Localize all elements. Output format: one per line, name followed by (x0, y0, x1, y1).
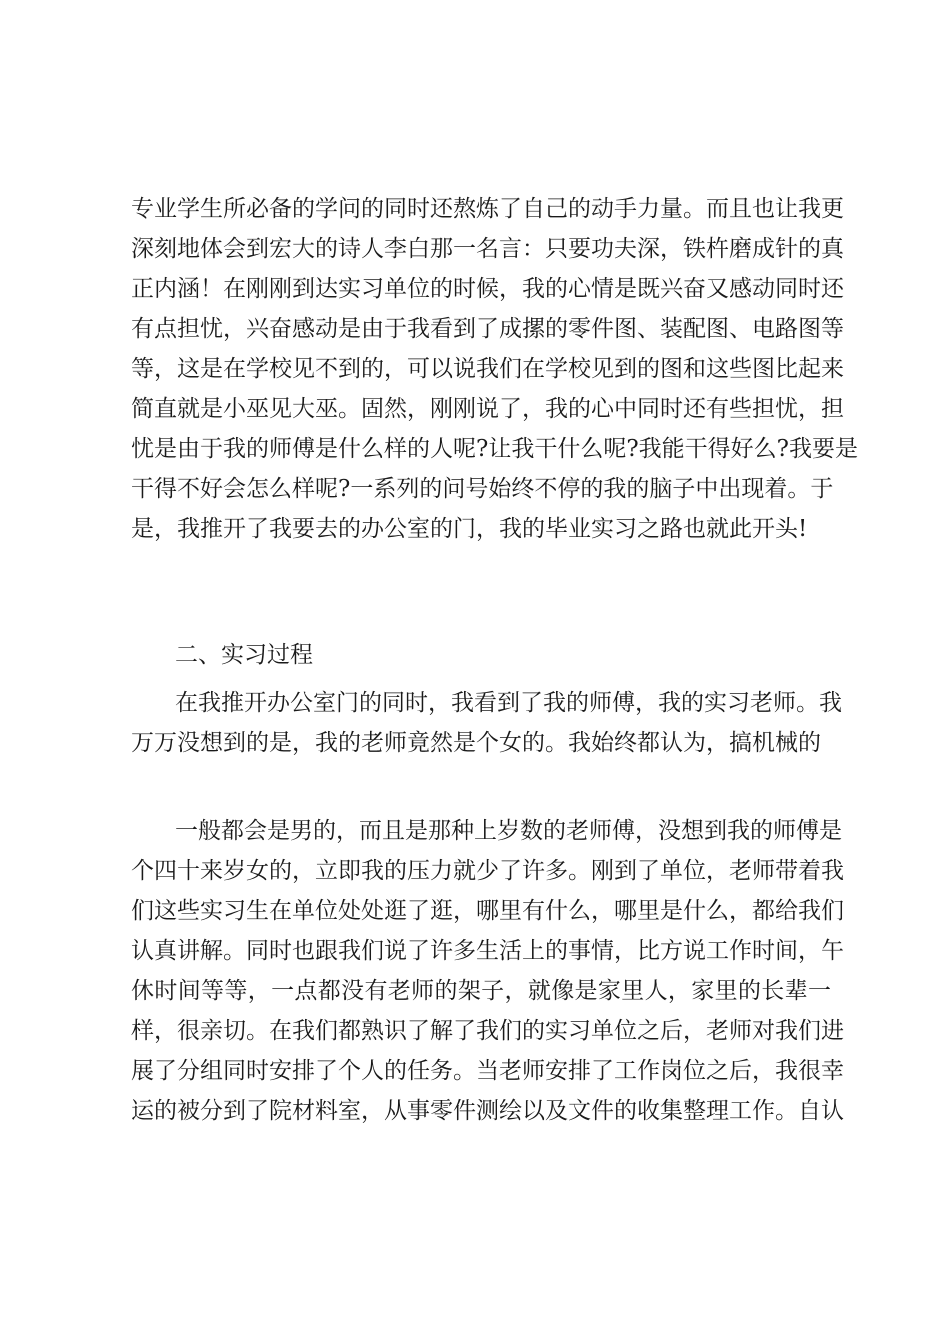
text-line: 个四十来岁女的，立即我的压力就少了许多。刚到了单位，老师带着我 (131, 858, 844, 884)
section-heading-block (131, 635, 831, 675)
text-line: 等，这是在学校见不到的，可以说我们在学校见到的图和这些图比起来 (131, 356, 844, 382)
text-line: 干得不好会怎么样呢?一系列的问号始终不停的我的脑子中出现着。于 (131, 476, 834, 502)
text-line: 简直就是小巫见大巫。固然，刚刚说了，我的心中同时还有些担忧，担 (131, 396, 844, 422)
section-heading: 二、实习过程 (175, 642, 313, 668)
text-line: 忧是由于我的师傅是什么样的人呢?让我干什么呢?我能干得好么?我要是 (131, 436, 858, 462)
text-line: 在我推开办公室门的同时，我看到了我的师傅，我的实习老师。我 (175, 690, 842, 716)
paragraph-intro (131, 683, 842, 763)
text-line: 展了分组同时安排了个人的任务。当老师安排了工作岗位之后，我很幸 (131, 1058, 844, 1084)
text-line: 样，很亲切。在我们都熟识了解了我们的实习单位之后，老师对我们进 (131, 1018, 844, 1044)
text-line: 正内涵！在刚刚到达实习单位的时候，我的心情是既兴奋又感动同时还 (131, 276, 844, 302)
text-line: 一般都会是男的，而且是那种上岁数的老师傅，没想到我的师傅是 (175, 818, 842, 844)
text-line: 休时间等等，一点都没有老师的架子，就像是家里人，家里的长辈一 (131, 978, 831, 1004)
text-line: 万万没想到的是，我的老师竟然是个女的。我始终都认为，搞机械的 (131, 730, 821, 756)
paragraph-continued (131, 189, 858, 549)
paragraph-main (131, 811, 844, 1131)
text-line: 运的被分到了院材料室，从事零件测绘以及文件的收集整理工作。自认 (131, 1098, 844, 1124)
text-line: 认真讲解。同时也跟我们说了许多生活上的事情，比方说工作时间，午 (131, 938, 844, 964)
text-line: 专业学生所必备的学问的同时还熬炼了自己的动手力量。而且也让我更 (131, 196, 844, 222)
text-line: 深刻地体会到宏大的诗人李白那一名言：只要功夫深，铁杵磨成针的真 (131, 236, 844, 262)
text-line: 有点担忧，兴奋感动是由于我看到了成摞的零件图、装配图、电路图等 (131, 316, 844, 342)
text-line: 们这些实习生在单位处处逛了逛，哪里有什么，哪里是什么，都给我们 (131, 898, 844, 924)
text-line: 是，我推开了我要去的办公室的门，我的毕业实习之路也就此开头! (131, 516, 808, 542)
